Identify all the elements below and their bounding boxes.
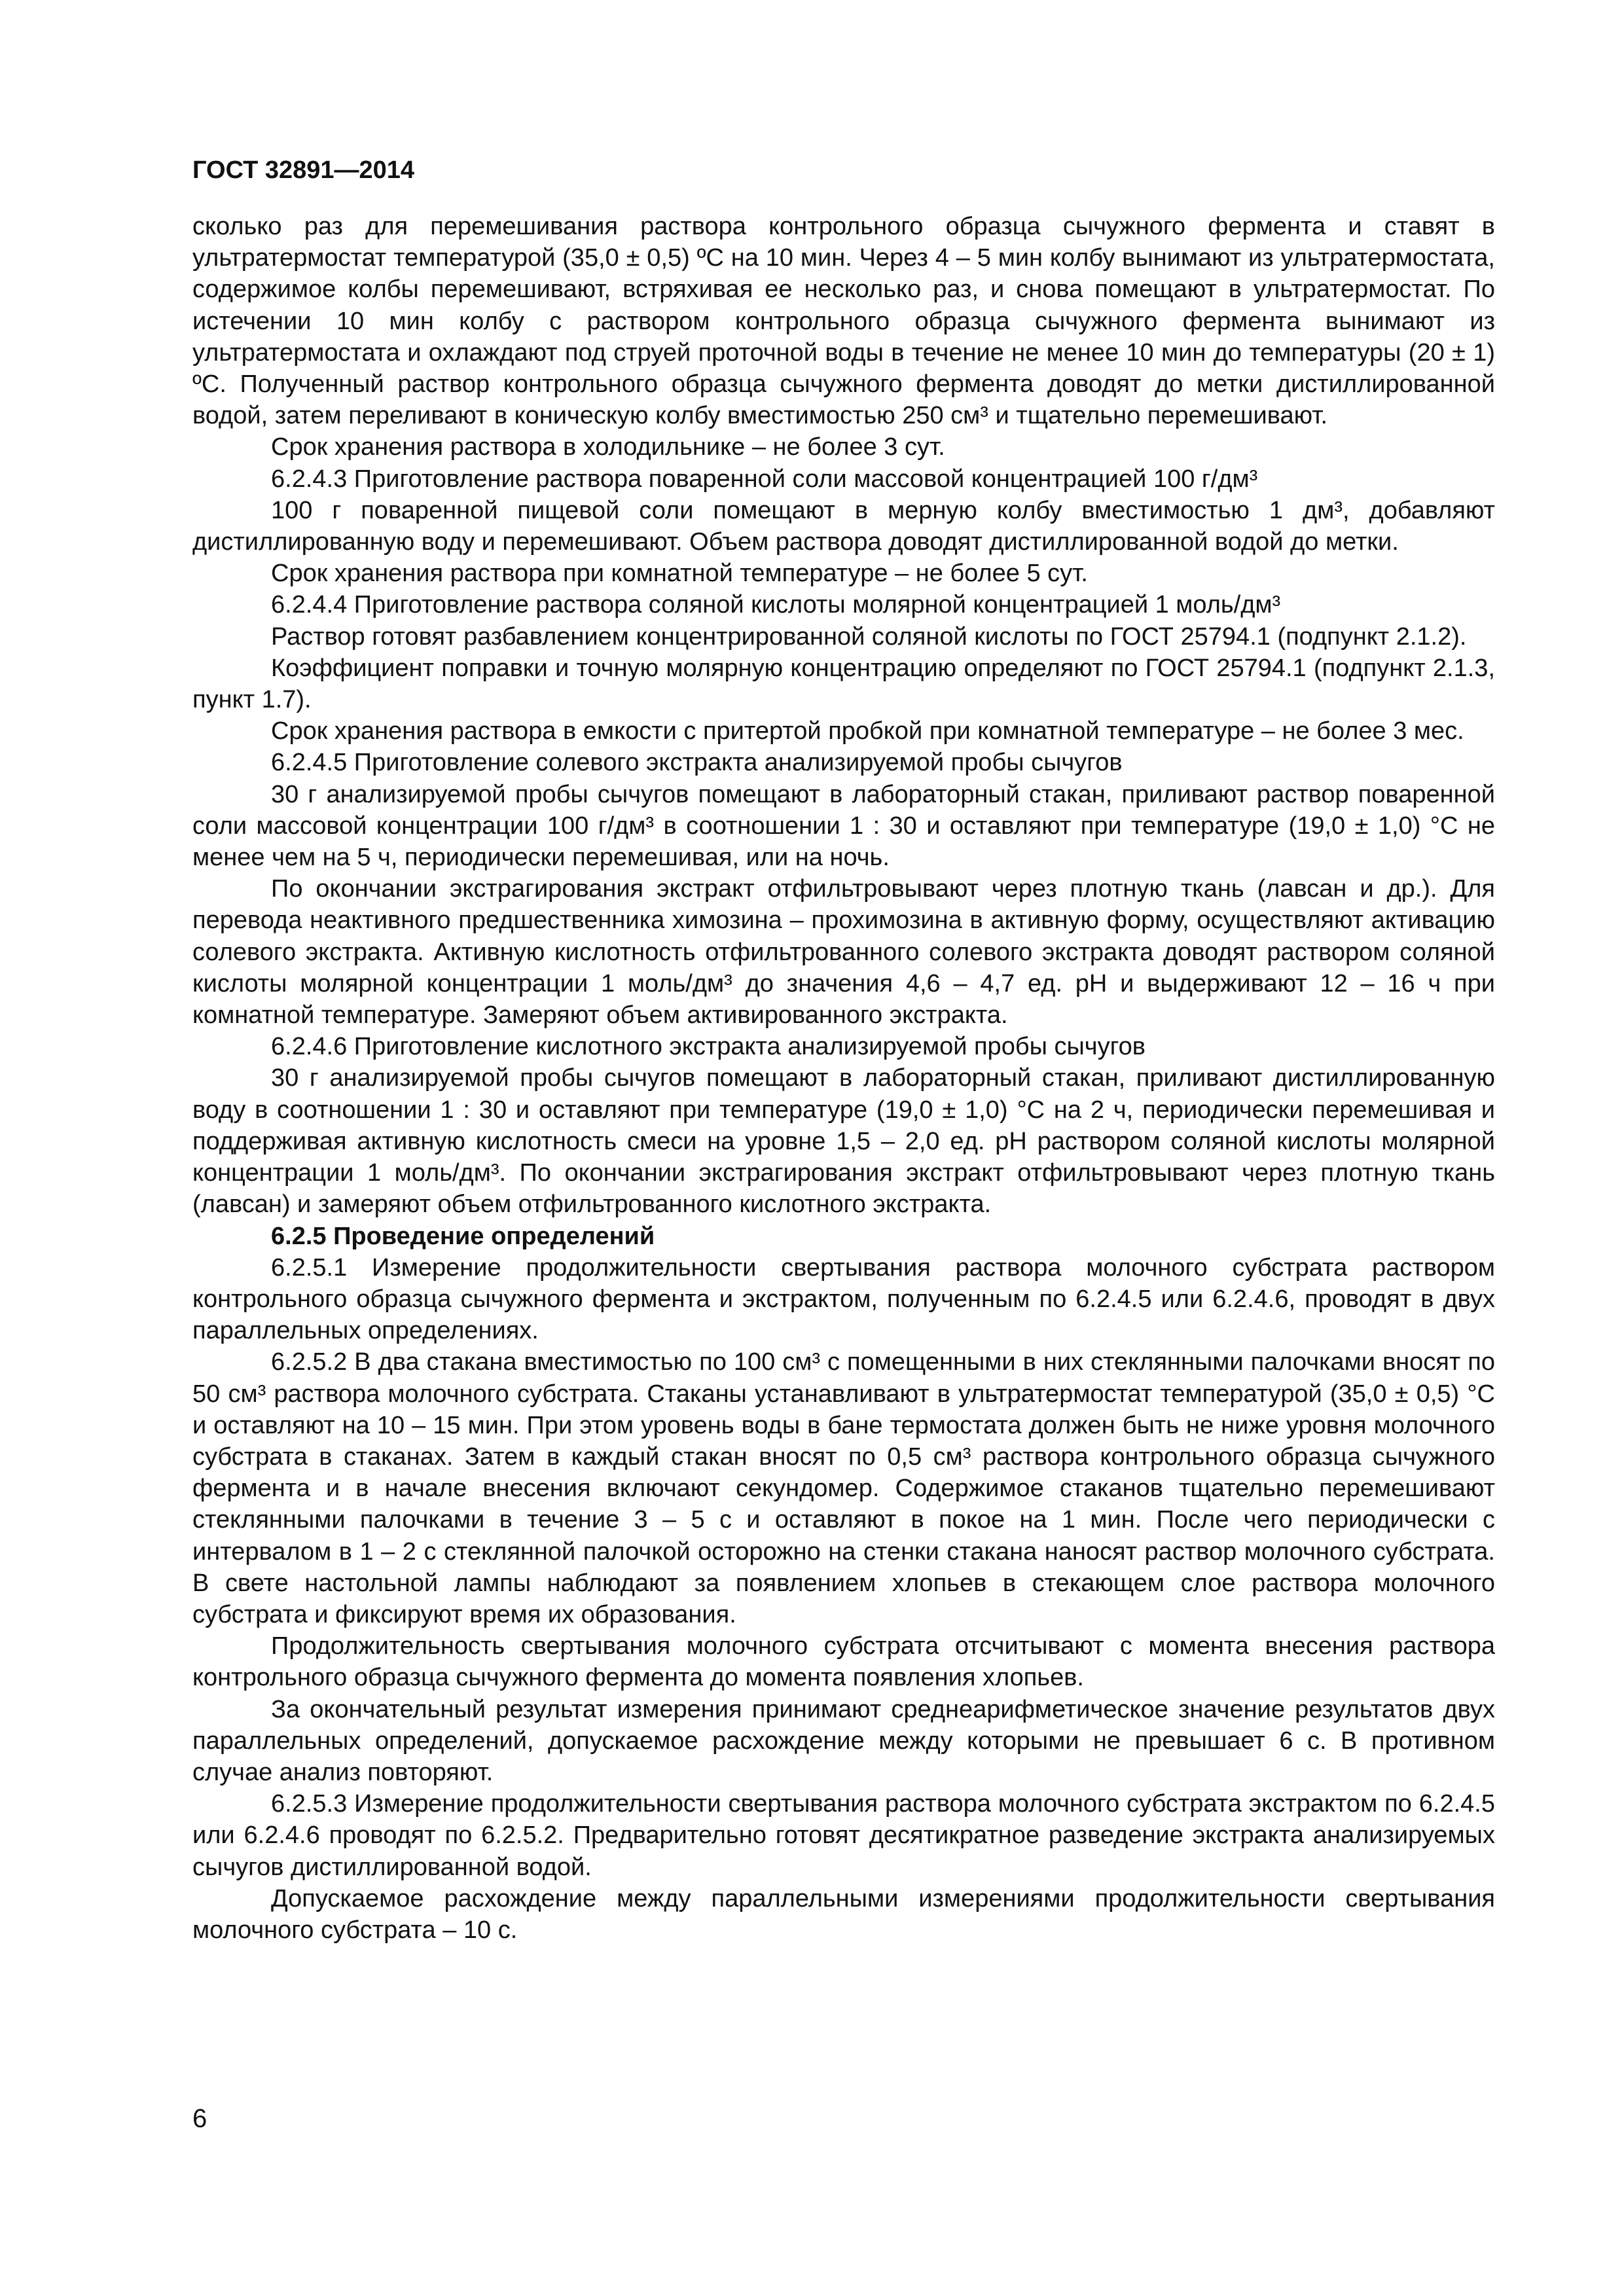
paragraph: Срок хранения раствора при комнатной температуре – не более 5 сут.: [271, 560, 1088, 588]
paragraph: сколько раз для перемешивания раствора контрольного образца сычужного фермента и ставят в ультратермостат температурой (35,0 ± 0,5) ºС на 10 мин. Через 4 – 5 мин колбу вынимают из ультратермостата, содержимое колбы перемешивают, встряхивая ее несколько раз, и снова помещают в ультратермостат. По истечении 10 мин колбу с раствором контрольного образца сычужного фермента вынимают из ультратермостата и охлаждают под струей проточной воды в течение не менее 10 мин до температуры (20 ± 1) ºС. Полученный раствор контрольного образца сычужного фермента доводят до метки дистиллированной водой, затем переливают в коническую колбу вместимостью 250 см³ и тщательно перемешивают.: [192, 213, 1495, 430]
page-number: 6: [192, 2104, 208, 2133]
section-heading: 6.2.5 Проведение определений: [271, 1222, 655, 1250]
paragraph: Срок хранения раствора в емкости с притертой пробкой при комнатной температуре – не более 3 мес.: [271, 717, 1464, 745]
section-heading: 6.2.4.4 Приготовление раствора соляной кислоты молярной концентрацией 1 моль/дм³: [271, 591, 1281, 619]
section-heading: 6.2.4.3 Приготовление раствора поваренной соли массовой концентрацией 100 г/дм³: [271, 465, 1258, 493]
document-page: [192, 154, 1495, 1946]
paragraph: Коэффициент поправки и точную молярную концентрацию определяют по ГОСТ 25794.1 (подпункт 2.1.3, пункт 1.7).: [192, 654, 1495, 714]
paragraph: По окончании экстрагирования экстракт отфильтровывают через плотную ткань (лавсан и др.). Для перевода неактивного предшественника химозина – прохимозина в активную форму, осуществляют активацию солевого экстракта. Активную кислотность отфильтрованного солевого экстракта доводят раствором соляной кислоты молярной концентрации 1 моль/дм³ до значения 4,6 – 4,7 ед. рН и выдерживают 12 – 16 ч при комнатной температуре. Замеряют объем активированного экстракта.: [192, 875, 1495, 1030]
section-heading: 6.2.4.6 Приготовление кислотного экстракта анализируемой пробы сычугов: [271, 1033, 1146, 1061]
paragraph: 6.2.5.2 В два стакана вместимостью по 100 см³ с помещенными в них стеклянными палочками вносят по 50 см³ раствора молочного субстрата. Стаканы устанавливают в ультратермостат температурой (35,0 ± 0,5) °С и оставляют на 10 – 15 мин. При этом уровень воды в бане термостата должен быть не ниже уровня молочного субстрата в стаканах. Затем в каждый стакан вносят по 0,5 см³ раствора контрольного образца сычужного фермента и в начале внесения включают секундомер. Содержимое стаканов тщательно перемешивают стеклянными палочками в течение 3 – 5 с и оставляют в покое на 1 мин. После чего периодически с интервалом в 1 – 2 с стеклянной палочкой осторожно на стенки стакана наносят раствор молочного субстрата. В свете настольной лампы наблюдают за появлением хлопьев в стекающем слое раствора молочного субстрата и фиксируют время их образования.: [192, 1348, 1495, 1628]
paragraph: 30 г анализируемой пробы сычугов помещают в лабораторный стакан, приливают раствор поваренной соли массовой концентрации 100 г/дм³ в соотношении 1 : 30 и оставляют при температуре (19,0 ± 1,0) °С не менее чем на 5 ч, периодически перемешивая, или на ночь.: [192, 780, 1495, 872]
paragraph: 6.2.5.1 Измерение продолжительности свертывания раствора молочного субстрата раствором контрольного образца сычужного фермента и экстрактом, полученным по 6.2.4.5 или 6.2.4.6, проводят в двух параллельных определениях.: [192, 1253, 1495, 1345]
paragraph: 30 г анализируемой пробы сычугов помещают в лабораторный стакан, приливают дистиллированную воду в соотношении 1 : 30 и оставляют при температуре (19,0 ± 1,0) °С на 2 ч, периодически перемешивая и поддерживая активную кислотность смеси на уровне 1,5 – 2,0 ед. рН раствором соляной кислоты молярной концентрации 1 моль/дм³. По окончании экстрагирования экстракт отфильтровывают через плотную ткань (лавсан) и замеряют объем отфильтрованного кислотного экстракта.: [192, 1064, 1495, 1219]
paragraph: Продолжительность свертывания молочного субстрата отсчитывают с момента внесения раствора контрольного образца сычужного фермента до момента появления хлопьев.: [192, 1632, 1495, 1692]
paragraph: 6.2.5.3 Измерение продолжительности свертывания раствора молочного субстрата экстрактом по 6.2.4.5 или 6.2.4.6 проводят по 6.2.5.2. Предварительно готовят десятикратное разведение экстракта анализируемых сычугов дистиллированной водой.: [192, 1790, 1495, 1881]
paragraph: Срок хранения раствора в холодильнике – не более 3 сут.: [271, 433, 945, 461]
section-heading: 6.2.4.5 Приготовление солевого экстракта анализируемой пробы сычугов: [271, 749, 1123, 777]
paragraph: Раствор готовят разбавлением концентрированной соляной кислоты по ГОСТ 25794.1 (подпункт 2.1.2).: [271, 622, 1467, 651]
paragraph: 100 г поваренной пищевой соли помещают в мерную колбу вместимостью 1 дм³, добавляют дистиллированную воду и перемешивают. Объем раствора доводят дистиллированной водой до метки.: [192, 496, 1495, 556]
document-header: ГОСТ 32891—2014: [192, 156, 415, 184]
paragraph: Допускаемое расхождение между параллельными измерениями продолжительности свертывания молочного субстрата – 10 с.: [192, 1884, 1495, 1944]
paragraph: За окончательный результат измерения принимают среднеарифметическое значение результатов двух параллельных определений, допускаемое расхождение между которыми не превышает 6 с. В противном случае анализ повторяют.: [192, 1695, 1495, 1786]
